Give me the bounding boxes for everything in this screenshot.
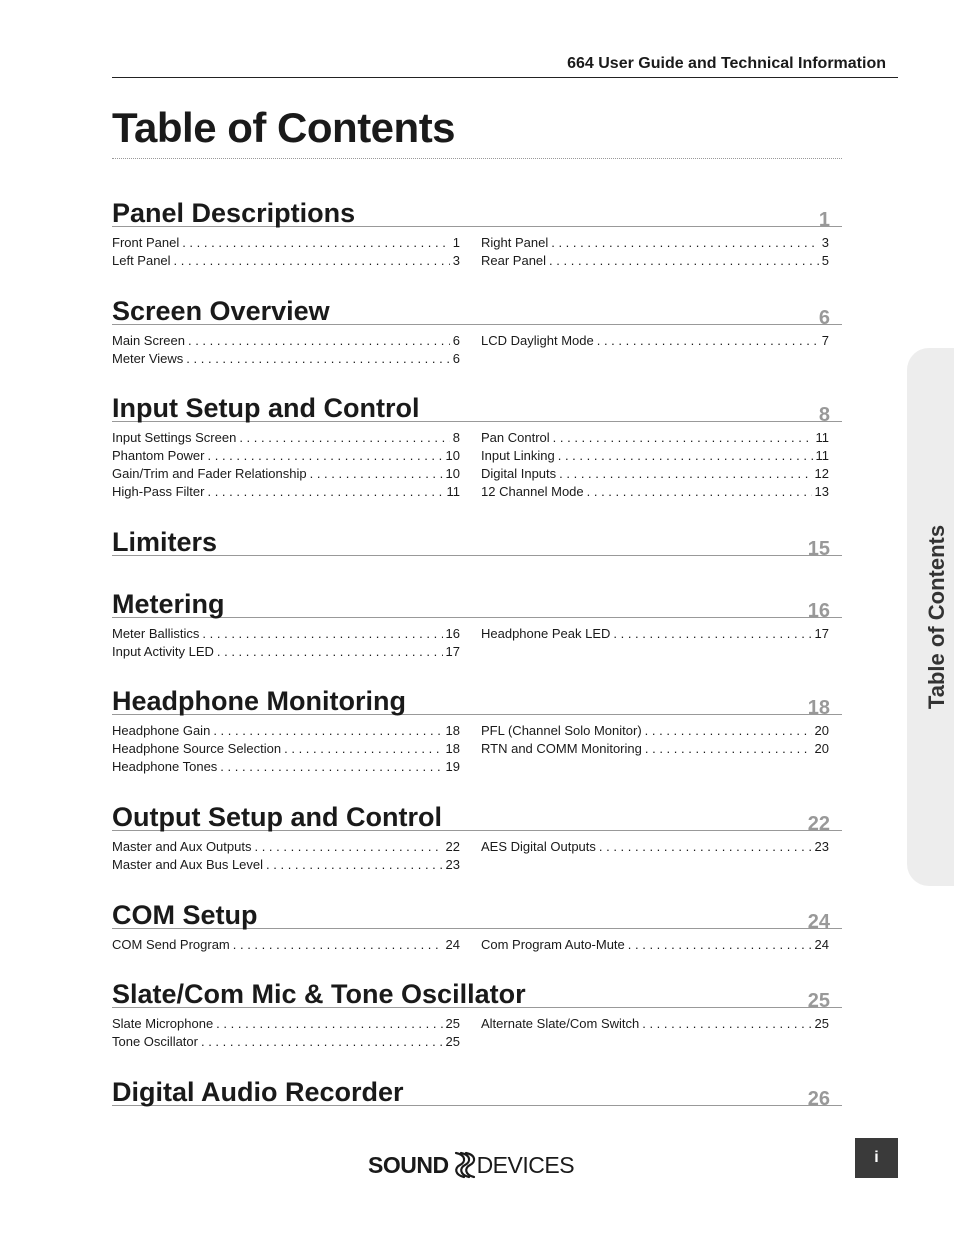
section-title: Slate/Com Mic & Tone Oscillator — [112, 979, 526, 1009]
toc-entry[interactable] — [481, 937, 829, 955]
entries-column-right — [481, 626, 829, 644]
dot-leader — [202, 626, 442, 641]
section-page-number: 25 — [807, 990, 830, 1012]
section-page-number: 22 — [807, 813, 830, 835]
section-heading — [112, 1077, 842, 1110]
section-title: Metering — [112, 589, 225, 619]
toc-entry-page: 3 — [821, 235, 829, 250]
toc-entry-page: 20 — [814, 723, 829, 738]
toc-entry-page: 6 — [452, 333, 460, 348]
entries-column-left — [112, 723, 460, 777]
section-heading — [112, 589, 842, 622]
section-heading — [112, 802, 842, 835]
toc-entry-label: RTN and COMM Monitoring — [481, 741, 642, 756]
toc-entry-label: Meter Views — [112, 351, 184, 366]
toc-entry-page: 24 — [814, 937, 829, 952]
toc-entry[interactable] — [481, 448, 829, 466]
toc-entry-page: 5 — [821, 253, 829, 268]
logo-sound-text: SOUND — [368, 1151, 449, 1178]
toc-entry-label: PFL (Channel Solo Monitor) — [481, 723, 642, 738]
toc-entry-label: Headphone Peak LED — [481, 626, 611, 641]
toc-entry-page: 1 — [452, 235, 460, 250]
dot-leader — [310, 466, 443, 481]
toc-entry-label: COM Send Program — [112, 937, 230, 952]
toc-entry-page: 12 — [814, 466, 829, 481]
toc-entry-label: Alternate Slate/Com Switch — [481, 1016, 640, 1031]
section-heading — [112, 900, 842, 933]
dot-leader — [220, 759, 442, 774]
toc-entry[interactable] — [112, 235, 460, 253]
toc-entry-label: Rear Panel — [481, 253, 547, 268]
toc-entry-page: 20 — [814, 741, 829, 756]
toc-entry[interactable] — [112, 723, 460, 741]
section-title: Output Setup and Control — [112, 802, 442, 832]
section-heading — [112, 527, 842, 560]
toc-entry-page: 10 — [445, 466, 460, 481]
dot-leader — [217, 644, 443, 659]
toc-section — [112, 393, 842, 510]
entries-column-left — [112, 235, 460, 271]
toc-entry-label: Headphone Source Selection — [112, 741, 282, 756]
toc-entry[interactable] — [481, 253, 829, 271]
dot-leader — [188, 333, 450, 348]
section-page-number: 24 — [807, 911, 830, 933]
dot-leader — [558, 448, 813, 463]
toc-entry-label: Pan Control — [481, 430, 550, 445]
dot-leader — [174, 253, 450, 268]
toc-entry-page: 25 — [814, 1016, 829, 1031]
dot-leader — [207, 484, 443, 499]
toc-entry[interactable] — [112, 857, 460, 875]
entries-column-right — [481, 937, 829, 955]
entries-column-left — [112, 430, 460, 502]
toc-entry-label: Input Activity LED — [112, 644, 214, 659]
entries-column-right — [481, 839, 829, 857]
toc-entry-page: 6 — [452, 351, 460, 366]
entries-column-left — [112, 1016, 460, 1052]
toc-entry-label: Headphone Tones — [112, 759, 218, 774]
toc-entry[interactable] — [112, 644, 460, 662]
dot-leader — [553, 430, 813, 445]
dot-leader — [233, 937, 443, 952]
toc-entry-page: 16 — [445, 626, 460, 641]
dot-leader — [645, 723, 812, 738]
toc-entry-label: 12 Channel Mode — [481, 484, 584, 499]
section-title: Digital Audio Recorder — [112, 1077, 404, 1107]
toc-entry[interactable] — [112, 1016, 460, 1034]
toc-entry[interactable] — [481, 430, 829, 448]
section-title: Panel Descriptions — [112, 198, 356, 228]
section-page-number: 26 — [807, 1088, 830, 1110]
dot-leader — [587, 484, 812, 499]
dot-leader — [551, 235, 819, 250]
entries-column-left — [112, 839, 460, 875]
toc-entry-page: 11 — [815, 448, 829, 463]
section-entries — [112, 430, 842, 510]
page-title: Table of Contents — [112, 104, 842, 159]
toc-entry[interactable] — [481, 1016, 829, 1034]
toc-entry-page: 18 — [445, 741, 460, 756]
toc-entry-label: Gain/Trim and Fader Relationship — [112, 466, 307, 481]
dot-leader — [549, 253, 819, 268]
toc-entry-page: 10 — [445, 448, 460, 463]
page-number-badge — [855, 1138, 898, 1178]
entries-column-left — [112, 937, 460, 955]
side-tab-label: Table of Contents — [924, 524, 949, 710]
entries-column-left — [112, 333, 460, 369]
dot-leader — [284, 741, 442, 756]
toc-section — [112, 527, 842, 560]
section-heading — [112, 686, 842, 719]
toc-entry-label: Phantom Power — [112, 448, 205, 463]
toc-entry[interactable] — [112, 741, 460, 759]
section-page-number: 6 — [818, 307, 830, 329]
toc-entry-page: 11 — [815, 430, 829, 445]
toc-entry-page: 18 — [445, 723, 460, 738]
toc-entry[interactable] — [112, 448, 460, 466]
entries-column-right — [481, 723, 829, 759]
section-page-number: 18 — [807, 697, 830, 719]
section-title: Screen Overview — [112, 296, 330, 326]
dot-leader — [628, 937, 812, 952]
dot-leader — [266, 857, 443, 872]
toc-entry-label: Digital Inputs — [481, 466, 557, 481]
toc-entry-page: 24 — [445, 937, 460, 952]
section-heading — [112, 393, 842, 426]
toc-entry[interactable] — [481, 723, 829, 741]
toc-entry-page: 22 — [445, 839, 460, 854]
logo-devices-text: DEVICES — [476, 1151, 575, 1178]
toc-entry[interactable] — [112, 484, 460, 502]
entries-column-right — [481, 430, 829, 502]
toc-entry[interactable] — [112, 466, 460, 484]
toc-entry-label: Tone Oscillator — [112, 1034, 198, 1049]
toc-entry[interactable] — [481, 235, 829, 253]
entries-column-right — [481, 1016, 829, 1034]
toc-entry-page: 25 — [445, 1034, 460, 1049]
running-header — [112, 53, 898, 78]
toc-entry[interactable] — [481, 626, 829, 644]
dot-leader — [613, 626, 811, 641]
dot-leader — [216, 1016, 442, 1031]
toc-entry-page: 23 — [814, 839, 829, 854]
toc-entry[interactable] — [112, 430, 460, 448]
toc-entry-label: Main Screen — [112, 333, 185, 348]
toc-entry[interactable] — [112, 759, 460, 777]
section-title: Input Setup and Control — [112, 393, 420, 423]
toc-entry[interactable] — [481, 839, 829, 857]
toc-entry-page: 25 — [445, 1016, 460, 1031]
toc-entry-label: Slate Microphone — [112, 1016, 214, 1031]
toc-section — [112, 1077, 842, 1110]
section-page-number: 1 — [818, 209, 830, 231]
toc-entry-page: 17 — [814, 626, 829, 641]
dot-leader — [208, 448, 443, 463]
toc-entry[interactable] — [481, 484, 829, 502]
entries-column-right — [481, 333, 829, 351]
toc-entry-label: AES Digital Outputs — [481, 839, 596, 854]
section-heading — [112, 198, 842, 231]
section-page-number: 15 — [807, 538, 830, 560]
section-title: Limiters — [112, 527, 218, 557]
toc-entry[interactable] — [112, 253, 460, 271]
dot-leader — [213, 723, 442, 738]
dot-leader — [597, 333, 819, 348]
sound-wave-icon — [450, 1150, 476, 1180]
page-number: i — [874, 1149, 879, 1166]
dot-leader — [201, 1034, 443, 1049]
toc-entry-page: 8 — [452, 430, 460, 445]
dot-leader — [559, 466, 811, 481]
toc-entry-page: 13 — [814, 484, 829, 499]
toc-entry-label: Master and Aux Outputs — [112, 839, 252, 854]
toc-entry[interactable] — [112, 839, 460, 857]
toc-entry-label: Meter Ballistics — [112, 626, 200, 641]
toc-entry-label: Master and Aux Bus Level — [112, 857, 264, 872]
toc-entry-label: Com Program Auto-Mute — [481, 937, 625, 952]
toc-entry-label: Input Linking — [481, 448, 555, 463]
entries-column-left — [112, 626, 460, 662]
toc-entry[interactable] — [112, 626, 460, 644]
toc-entry-page: 11 — [446, 484, 460, 499]
toc-entry-label: Right Panel — [481, 235, 549, 250]
entries-column-right — [481, 235, 829, 271]
dot-leader — [254, 839, 442, 854]
toc-entry-label: Headphone Gain — [112, 723, 211, 738]
toc-entry[interactable] — [112, 333, 460, 351]
toc-entry-label: Input Settings Screen — [112, 430, 237, 445]
toc-entry-page: 19 — [445, 759, 460, 774]
toc-entry[interactable] — [481, 466, 829, 484]
section-heading — [112, 296, 842, 329]
dot-leader — [182, 235, 450, 250]
toc-entry[interactable] — [481, 333, 829, 351]
dot-leader — [186, 351, 449, 366]
dot-leader — [599, 839, 812, 854]
toc-entry-page: 3 — [452, 253, 460, 268]
toc-entry-label: Left Panel — [112, 253, 171, 268]
section-heading — [112, 979, 842, 1012]
toc-entry-page: 23 — [445, 857, 460, 872]
section-entries — [112, 723, 842, 803]
toc-entry-label: High-Pass Filter — [112, 484, 205, 499]
toc-entry-page: 17 — [445, 644, 460, 659]
sound-devices-logo — [368, 1148, 588, 1182]
section-title: COM Setup — [112, 900, 258, 930]
toc-section — [112, 686, 842, 803]
running-header-title: 664 User Guide and Technical Information — [567, 55, 886, 72]
toc-entry[interactable] — [112, 1034, 460, 1052]
section-title: Headphone Monitoring — [112, 686, 406, 716]
dot-leader — [239, 430, 449, 445]
dot-leader — [642, 1016, 811, 1031]
toc-entry-label: LCD Daylight Mode — [481, 333, 594, 348]
toc-entry-label: Front Panel — [112, 235, 180, 250]
side-tab — [907, 348, 954, 886]
toc-entry[interactable] — [112, 937, 460, 955]
dot-leader — [645, 741, 812, 756]
toc-entry[interactable] — [481, 741, 829, 759]
section-page-number: 16 — [807, 600, 830, 622]
toc-entry[interactable] — [112, 351, 460, 369]
toc-entry-page: 7 — [821, 333, 829, 348]
section-page-number: 8 — [818, 404, 830, 426]
